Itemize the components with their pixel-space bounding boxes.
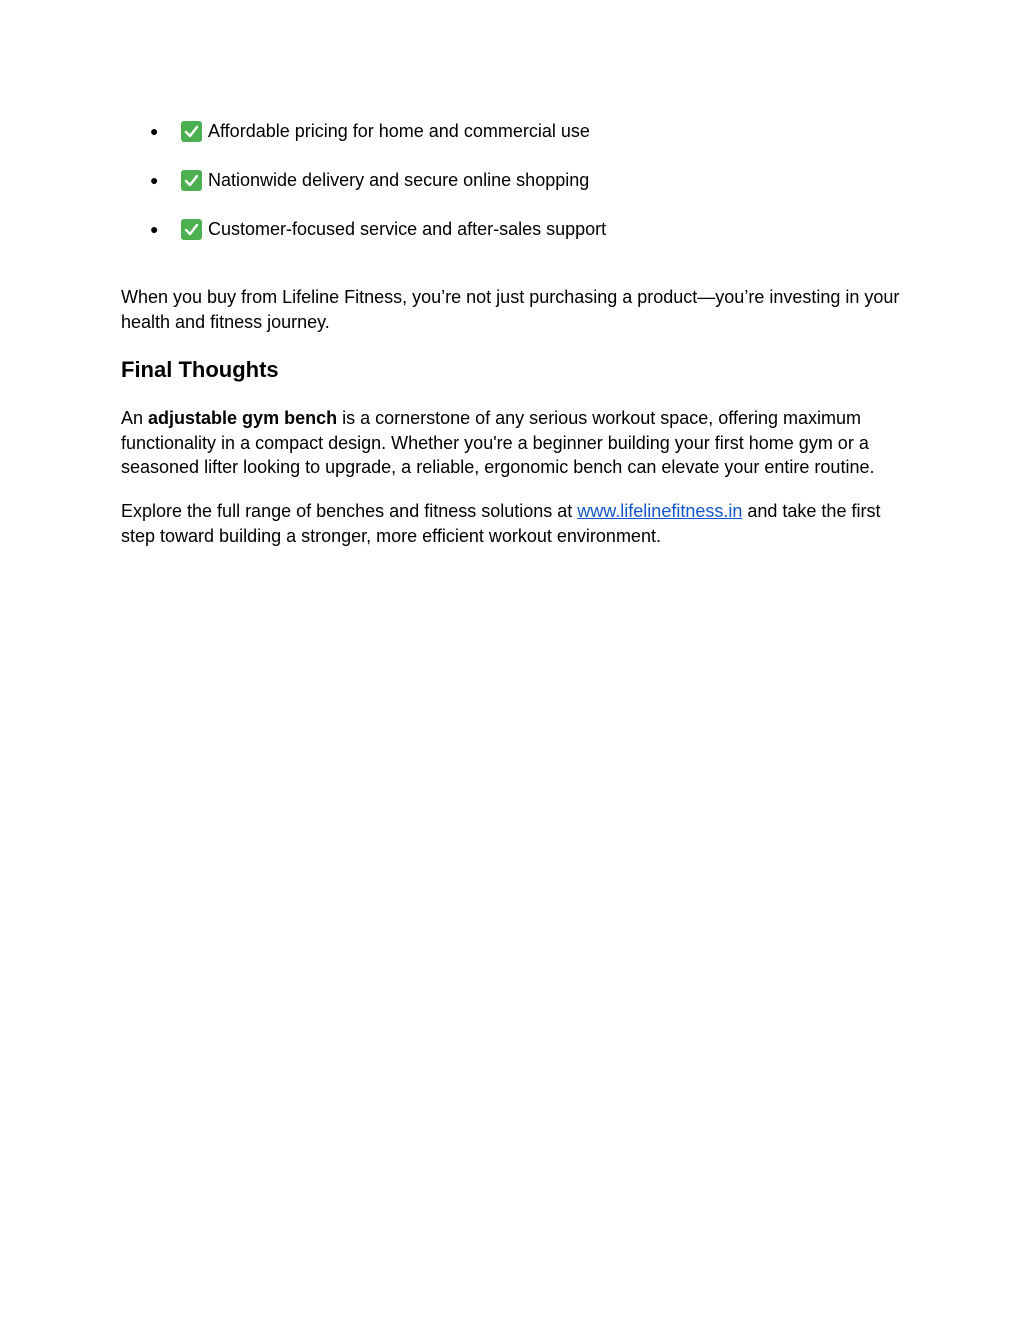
bullet-marker: ●: [150, 123, 159, 139]
list-item: [150, 166, 606, 195]
bold-keyword: adjustable gym bench: [148, 408, 338, 428]
final-paragraph: [121, 406, 911, 480]
check-mark-icon: [181, 219, 202, 240]
explore-paragraph-text-start: Explore the full range of benches and fitness solutions at: [121, 501, 578, 521]
list-item-text: Affordable pricing for home and commercial use: [208, 121, 590, 141]
intro-paragraph: When you buy from Lifeline Fitness, you’re not just purchasing a product—you’re investing in your health and fitness journey.: [121, 287, 900, 332]
section-heading: Final Thoughts: [121, 357, 279, 382]
final-paragraph-text-end: is a cornerstone of any serious workout space, offering maximum functionality in a compact design. Whether you're a beginner building your first home gym or a seasoned lifter looking to upgrade, a reliable, ergonomic bench can elevate your entire routine.: [121, 408, 875, 477]
check-mark-icon: [181, 170, 202, 191]
benefits-list: [150, 117, 606, 264]
list-item-text: Nationwide delivery and secure online shopping: [208, 170, 590, 190]
list-item-text: Customer-focused service and after-sales support: [208, 219, 607, 239]
bullet-marker: ●: [150, 172, 159, 188]
list-item: [150, 215, 606, 244]
check-mark-icon: [181, 121, 202, 142]
bullet-marker: ●: [150, 221, 159, 237]
list-item: [150, 117, 606, 146]
final-paragraph-text-start: An: [121, 408, 149, 428]
explore-paragraph: [121, 499, 911, 548]
explore-paragraph-text-end: and take the first step toward building a stronger, more efficient workout environment.: [121, 501, 881, 546]
website-link[interactable]: www.lifelinefitness.in: [577, 501, 743, 521]
